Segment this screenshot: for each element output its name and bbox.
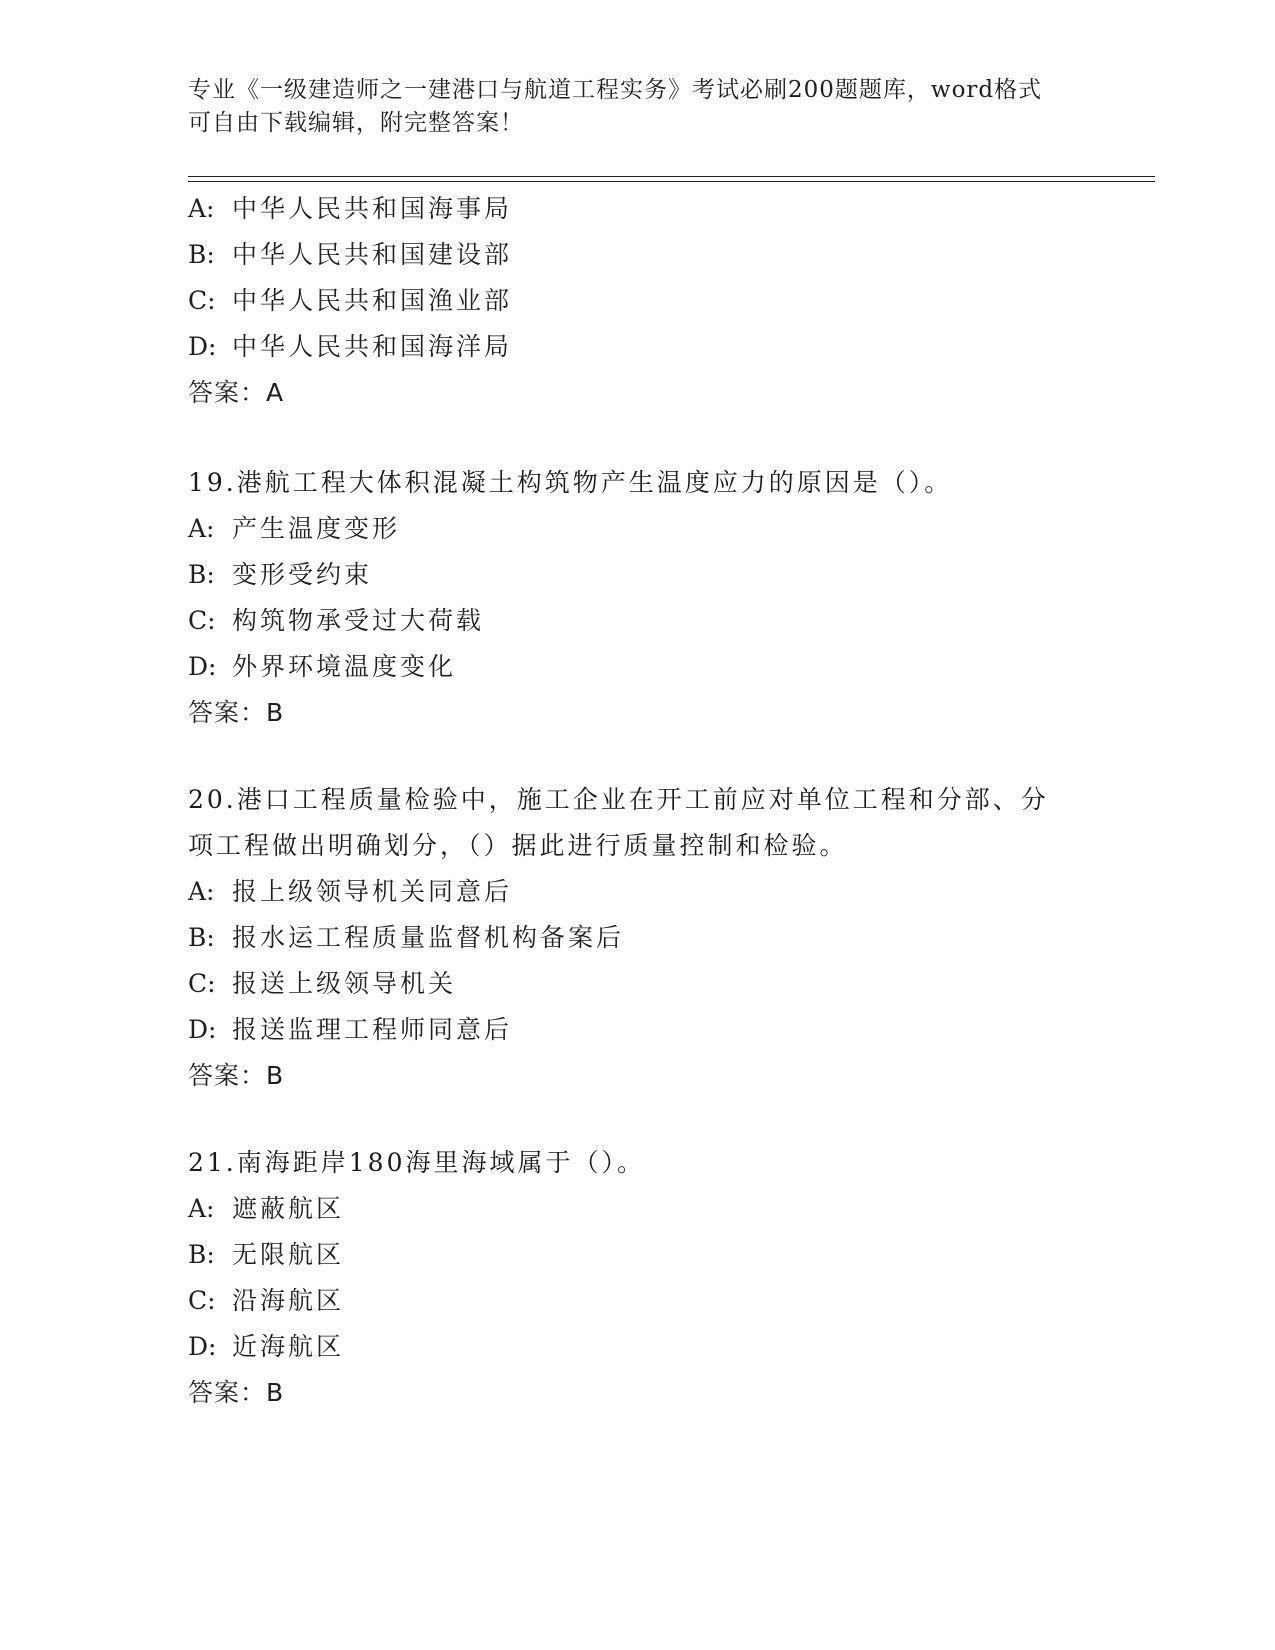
- option-c: [188, 278, 1088, 324]
- option-a: [188, 1186, 1088, 1232]
- option-letter: B:: [188, 240, 215, 269]
- option-letter: D:: [188, 652, 217, 681]
- option-b: [188, 915, 1088, 961]
- option-c: [188, 1278, 1088, 1324]
- option-letter: C:: [188, 1286, 216, 1315]
- option-d: [188, 1007, 1088, 1053]
- option-letter: D:: [188, 1015, 217, 1044]
- option-text: 无限航区: [232, 1240, 345, 1269]
- option-d: [188, 1324, 1088, 1370]
- option-d: [188, 644, 1088, 690]
- option-text: 遮蔽航区: [232, 1194, 345, 1223]
- answer: 答案：A: [188, 378, 285, 407]
- option-letter: D:: [188, 1332, 217, 1361]
- option-text: 产生温度变形: [232, 514, 401, 543]
- document-header: [188, 74, 1068, 140]
- header-line-2: 可自由下载编辑，附完整答案！: [188, 110, 524, 136]
- option-letter: A:: [188, 514, 215, 543]
- option-text: 中华人民共和国海事局: [232, 194, 513, 223]
- option-text: 外界环境温度变化: [232, 652, 457, 681]
- answer: 答案：B: [188, 1378, 285, 1407]
- option-text: 报送监理工程师同意后: [232, 1015, 513, 1044]
- option-letter: C:: [188, 286, 216, 315]
- option-letter: B:: [188, 923, 215, 952]
- option-a: [188, 869, 1088, 915]
- option-letter: A:: [188, 877, 215, 906]
- question-stem-line-2: 项工程做出明确划分，（）据此进行质量控制和检验。: [188, 831, 848, 860]
- question-stem-line-1: 20.港口工程质量检验中，施工企业在开工前应对单位工程和分部、分: [188, 785, 1049, 814]
- option-text: 中华人民共和国渔业部: [232, 286, 513, 315]
- question-19: [188, 460, 1088, 736]
- option-d: [188, 324, 1088, 370]
- header-divider-bottom: [188, 181, 1155, 182]
- option-a: [188, 506, 1088, 552]
- option-text: 沿海航区: [232, 1286, 345, 1315]
- option-c: [188, 961, 1088, 1007]
- option-b: [188, 1232, 1088, 1278]
- question-18: [188, 186, 1088, 416]
- question-stem: 19.港航工程大体积混凝土构筑物产生温度应力的原因是（）。: [188, 468, 953, 497]
- answer: 答案：B: [188, 1061, 285, 1090]
- header-line-1: 专业《一级建造师之一建港口与航道工程实务》考试必刷200题题库，word格式: [188, 77, 1043, 103]
- option-letter: A:: [188, 1194, 215, 1223]
- question-stem: 21.南海距岸180海里海域属于（）。: [188, 1148, 645, 1177]
- option-text: 变形受约束: [232, 560, 373, 589]
- option-c: [188, 598, 1088, 644]
- option-letter: C:: [188, 969, 216, 998]
- option-text: 近海航区: [232, 1332, 345, 1361]
- option-letter: A:: [188, 194, 215, 223]
- option-text: 报送上级领导机关: [232, 969, 457, 998]
- option-letter: C:: [188, 606, 216, 635]
- option-text: 中华人民共和国海洋局: [232, 332, 513, 361]
- option-a: [188, 186, 1088, 232]
- option-letter: B:: [188, 560, 215, 589]
- option-text: 报水运工程质量监督机构备案后: [232, 923, 625, 952]
- option-text: 报上级领导机关同意后: [232, 877, 513, 906]
- option-letter: D:: [188, 332, 217, 361]
- question-20: [188, 777, 1088, 1099]
- question-21: [188, 1140, 1088, 1416]
- header-divider-top: [188, 176, 1155, 177]
- option-text: 构筑物承受过大荷载: [232, 606, 485, 635]
- answer: 答案：B: [188, 698, 285, 727]
- option-text: 中华人民共和国建设部: [232, 240, 513, 269]
- option-b: [188, 552, 1088, 598]
- option-letter: B:: [188, 1240, 215, 1269]
- option-b: [188, 232, 1088, 278]
